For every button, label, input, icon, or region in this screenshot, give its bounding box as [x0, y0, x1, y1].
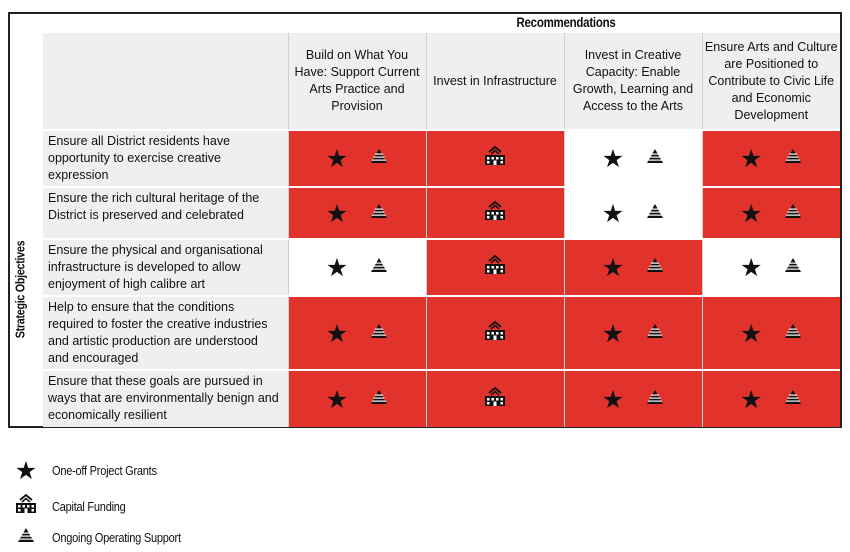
operating-support-icon	[370, 257, 388, 278]
column-header: Ensure Arts and Culture are Positioned to Contribute to Civic Life and Economic Development	[702, 33, 840, 130]
matrix-cell	[702, 296, 840, 370]
operating-support-icon	[646, 257, 664, 278]
star-icon: ★	[325, 318, 349, 348]
operating-support-icon	[784, 203, 802, 224]
matrix-cell	[426, 296, 564, 370]
star-icon: ★	[740, 384, 763, 414]
star-icon: ★	[740, 253, 763, 282]
capital-funding-icon	[483, 387, 507, 412]
star-icon: ★	[325, 198, 349, 228]
column-header: Build on What You Have: Support Current Arts Practice and Provision	[288, 33, 426, 130]
column-header: Invest in Infrastructure	[426, 33, 564, 130]
matrix-cell	[702, 187, 840, 239]
capital-funding-icon	[14, 494, 38, 519]
corner-cell	[43, 33, 288, 130]
matrix-row	[43, 296, 840, 370]
matrix-cell	[426, 130, 564, 187]
objectives-matrix	[43, 33, 840, 427]
capital-funding-icon	[483, 146, 507, 171]
operating-support-icon	[646, 203, 664, 224]
operating-support-icon	[784, 389, 802, 410]
matrix-cell	[288, 370, 426, 427]
matrix-cell	[564, 296, 702, 370]
capital-funding-icon	[483, 321, 507, 346]
matrix-cell	[426, 187, 564, 239]
star-icon: ★	[601, 198, 625, 228]
operating-support-icon	[370, 389, 388, 410]
operating-support-icon	[370, 203, 388, 224]
star-icon: ★	[601, 318, 625, 348]
operating-support-icon	[646, 389, 664, 410]
star-icon: ★	[325, 253, 349, 282]
operating-support-icon	[784, 257, 802, 278]
matrix-cell	[564, 130, 702, 187]
star-icon: ★	[601, 384, 625, 414]
matrix-row	[43, 239, 840, 296]
matrix-cell	[288, 187, 426, 239]
objective-label: Ensure all District residents have opportunity to exercise creative expression	[43, 130, 288, 187]
capital-funding-icon	[483, 255, 507, 280]
matrix-cell	[288, 130, 426, 187]
matrix-cell	[564, 187, 702, 239]
matrix-cell	[426, 370, 564, 427]
recommendations-title: Recommendations	[516, 14, 616, 30]
column-header: Invest in Creative Capacity: Enable Growth, Learning and Access to the Arts	[564, 33, 702, 130]
objective-label: Ensure the physical and organisational infrastructure is developed to allow enjoyment of high calibre art	[43, 239, 288, 296]
matrix-cell	[426, 239, 564, 296]
matrix-cell	[288, 296, 426, 370]
operating-support-icon	[784, 148, 802, 169]
star-icon: ★	[325, 384, 349, 414]
objective-label: Help to ensure that the conditions required to foster the creative industries and artistic production are understood and encouraged	[43, 296, 288, 370]
operating-support-icon	[17, 527, 35, 548]
legend-label: One-off Project Grants	[52, 463, 157, 478]
operating-support-icon	[370, 148, 388, 169]
matrix-row	[43, 130, 840, 187]
objective-label: Ensure that these goals are pursued in ways that are environmentally benign and economically resilient	[43, 370, 288, 427]
matrix-cell	[564, 239, 702, 296]
star-icon: ★	[740, 318, 763, 348]
operating-support-icon	[784, 323, 802, 344]
star-icon: ★	[325, 144, 349, 173]
strategic-objectives-label: Strategic Objectives	[12, 240, 28, 339]
star-icon: ★	[740, 144, 763, 173]
operating-support-icon	[370, 323, 388, 344]
matrix-cell	[564, 370, 702, 427]
star-icon: ★	[601, 253, 625, 282]
matrix-cell	[702, 370, 840, 427]
objective-label: Ensure the rich cultural heritage of the District is preserved and celebrated	[43, 187, 288, 239]
matrix-cell	[288, 239, 426, 296]
star-icon: ★	[14, 456, 38, 485]
star-icon: ★	[601, 144, 625, 173]
matrix-row	[43, 370, 840, 427]
legend-item	[12, 458, 175, 483]
star-icon: ★	[740, 198, 763, 228]
operating-support-icon	[646, 323, 664, 344]
legend-label: Ongoing Operating Support	[52, 530, 181, 545]
matrix-cell	[702, 130, 840, 187]
operating-support-icon	[646, 148, 664, 169]
matrix-cell	[702, 239, 840, 296]
capital-funding-icon	[483, 201, 507, 226]
legend-label: Capital Funding	[52, 499, 126, 514]
matrix-row	[43, 187, 840, 239]
legend-item	[12, 494, 139, 519]
legend-item	[12, 527, 204, 548]
